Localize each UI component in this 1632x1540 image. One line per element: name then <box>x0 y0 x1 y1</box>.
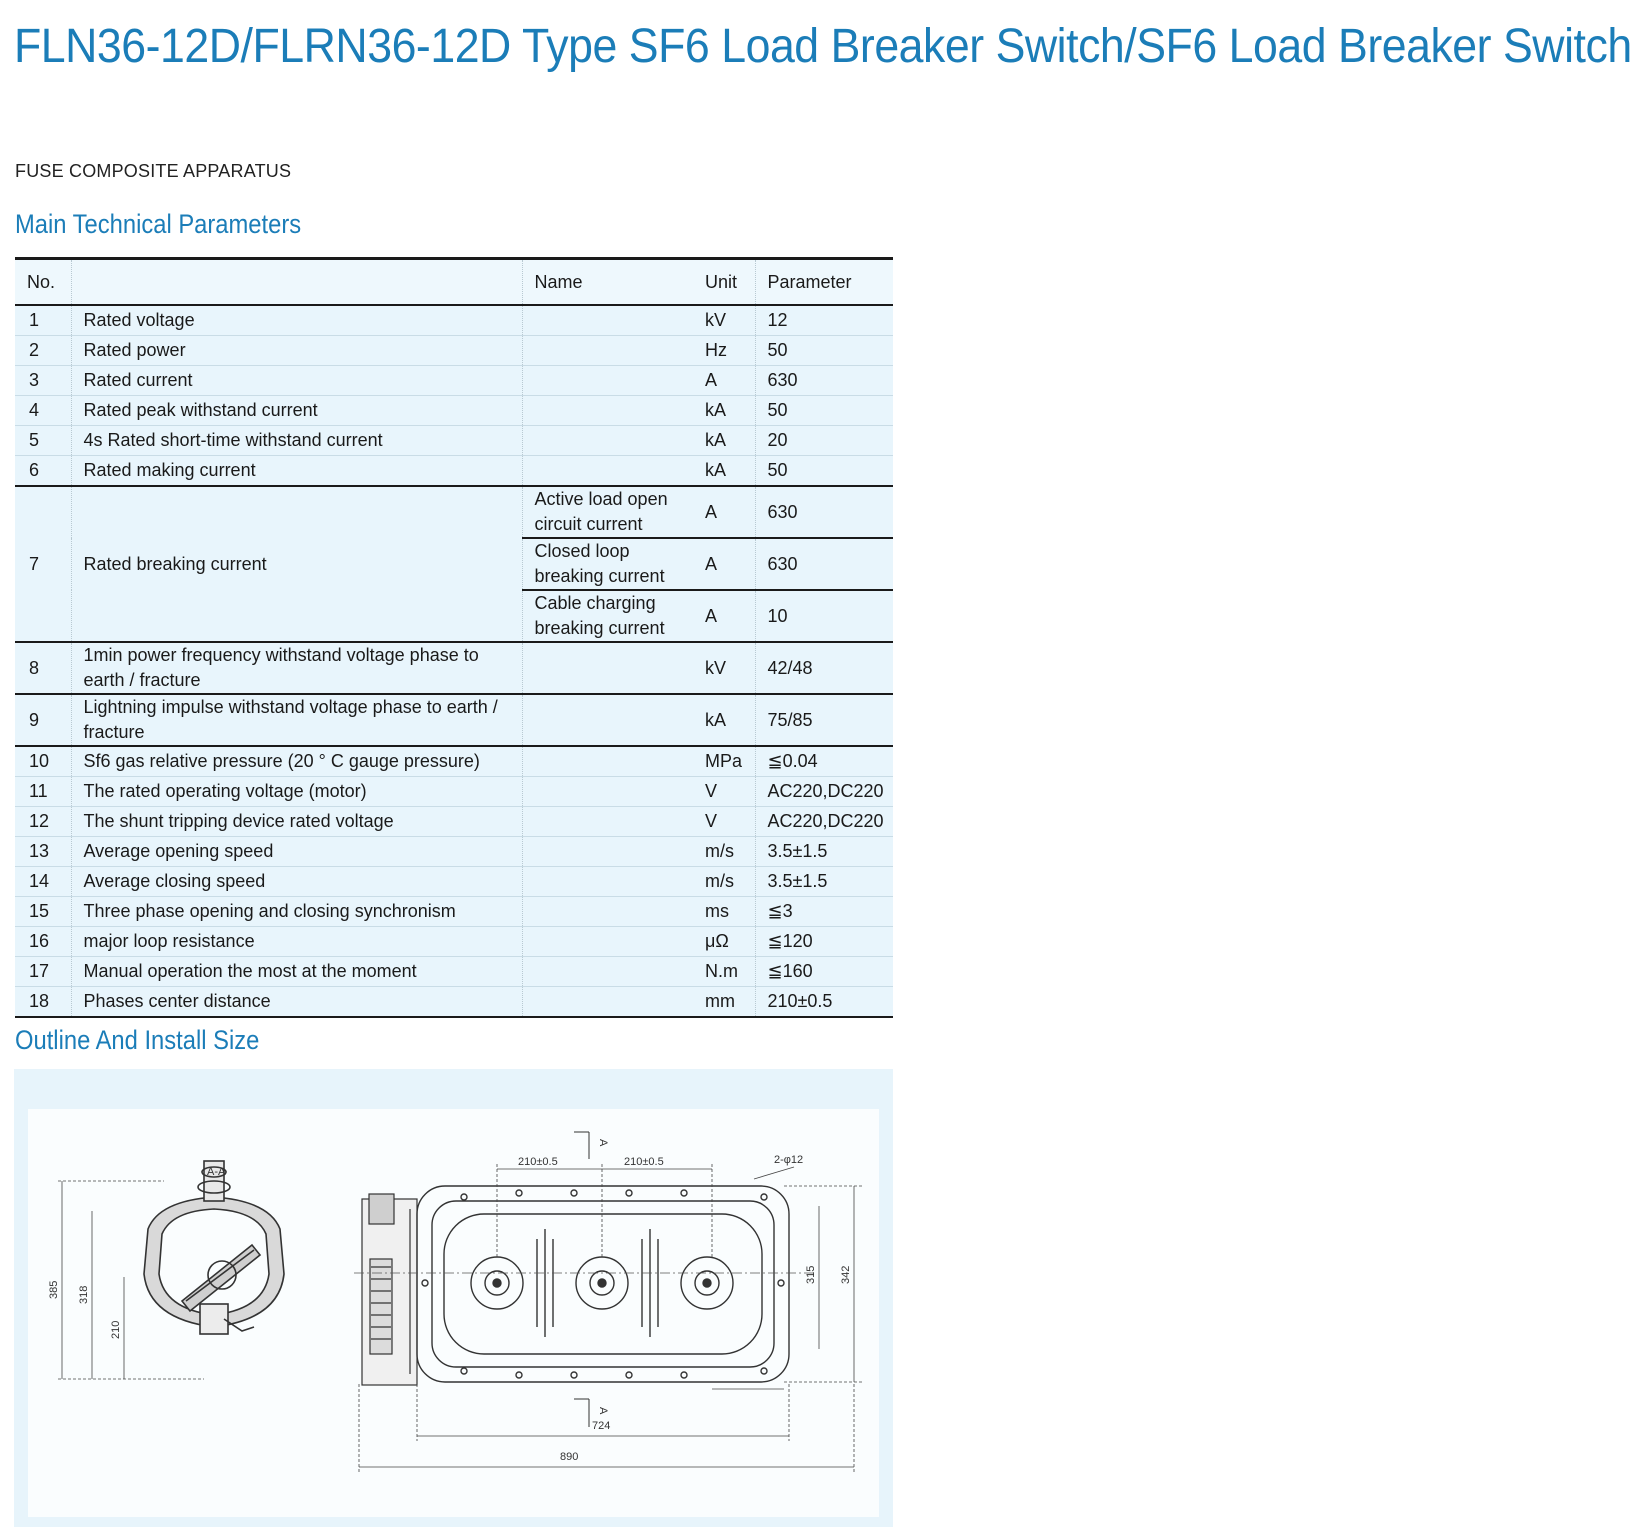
table-row <box>15 694 893 746</box>
cell-unit: μΩ <box>693 927 755 957</box>
cell-param: ≦0.04 <box>755 746 893 777</box>
header-no: No. <box>15 259 71 306</box>
header-unit: Unit <box>693 259 755 306</box>
cell-no: 7 <box>15 486 71 642</box>
drawing-sheet <box>28 1109 879 1517</box>
cell-no: 2 <box>15 336 71 366</box>
cell-no: 14 <box>15 867 71 897</box>
dim-pitch-2: 210±0.5 <box>624 1156 664 1168</box>
table-row <box>15 777 893 807</box>
section-label-aa: A-A <box>207 1166 226 1178</box>
cell-no: 11 <box>15 777 71 807</box>
cell-no: 8 <box>15 642 71 694</box>
cell-unit: ms <box>693 897 755 927</box>
table-row <box>15 426 893 456</box>
header-blank <box>71 259 522 306</box>
cell-sub <box>522 837 693 867</box>
cell-param: 50 <box>755 336 893 366</box>
cell-unit: kV <box>693 305 755 336</box>
cell-unit: N.m <box>693 957 755 987</box>
cell-param: 20 <box>755 426 893 456</box>
cell-sub <box>522 807 693 837</box>
table-row <box>15 456 893 487</box>
cell-no: 16 <box>15 927 71 957</box>
table-row <box>15 336 893 366</box>
table-row <box>15 957 893 987</box>
cell-name: major loop resistance <box>71 927 522 957</box>
cell-param: ≦160 <box>755 957 893 987</box>
cell-sub <box>522 456 693 487</box>
cell-sub: Cable charging breaking current <box>522 590 693 642</box>
cell-name: 1min power frequency withstand voltage phase to earth / fracture <box>71 642 522 694</box>
table-row <box>15 486 893 538</box>
cell-sub <box>522 867 693 897</box>
table-row <box>15 746 893 777</box>
cell-no: 9 <box>15 694 71 746</box>
parameters-table <box>15 257 893 1018</box>
cell-unit: MPa <box>693 746 755 777</box>
dim-holes: 2-φ12 <box>774 1154 804 1166</box>
cell-unit: V <box>693 807 755 837</box>
cell-unit: V <box>693 777 755 807</box>
cell-no: 6 <box>15 456 71 487</box>
technical-drawing <box>14 1069 893 1527</box>
cell-sub <box>522 957 693 987</box>
cell-unit: kA <box>693 396 755 426</box>
cell-sub <box>522 897 693 927</box>
cell-unit: A <box>693 590 755 642</box>
section-mark-top: A <box>597 1139 609 1147</box>
cell-sub <box>522 336 693 366</box>
dim-724: 724 <box>592 1420 611 1432</box>
cell-no: 5 <box>15 426 71 456</box>
cell-unit: kA <box>693 694 755 746</box>
cell-param: 3.5±1.5 <box>755 867 893 897</box>
cell-param: 630 <box>755 538 893 590</box>
cell-name: Sf6 gas relative pressure (20 ° C gauge pressure) <box>71 746 522 777</box>
table-row <box>15 396 893 426</box>
table-row <box>15 897 893 927</box>
cell-no: 15 <box>15 897 71 927</box>
page-title: FLN36-12D/FLRN36-12D Type SF6 Load Breaker Switch/SF6 Load Breaker Switch <box>14 20 1632 73</box>
cell-name: Average opening speed <box>71 837 522 867</box>
cell-unit: A <box>693 366 755 396</box>
cell-name: The shunt tripping device rated voltage <box>71 807 522 837</box>
cell-name: Rated peak withstand current <box>71 396 522 426</box>
cell-sub <box>522 642 693 694</box>
cell-unit: mm <box>693 987 755 1018</box>
cell-name: 4s Rated short-time withstand current <box>71 426 522 456</box>
header-parameter: Parameter <box>755 259 893 306</box>
cell-name: Phases center distance <box>71 987 522 1018</box>
cell-sub <box>522 927 693 957</box>
cell-unit: Hz <box>693 336 755 366</box>
cell-param: AC220,DC220 <box>755 807 893 837</box>
cell-no: 18 <box>15 987 71 1018</box>
table-row <box>15 837 893 867</box>
cell-sub <box>522 305 693 336</box>
cell-name: Manual operation the most at the moment <box>71 957 522 987</box>
table-row <box>15 927 893 957</box>
cell-unit: m/s <box>693 837 755 867</box>
cell-param: ≦120 <box>755 927 893 957</box>
cell-sub <box>522 396 693 426</box>
cell-unit: A <box>693 538 755 590</box>
cell-name: Rated making current <box>71 456 522 487</box>
cell-param: 3.5±1.5 <box>755 837 893 867</box>
cell-sub <box>522 366 693 396</box>
cell-name: Rated current <box>71 366 522 396</box>
cell-name: Lightning impulse withstand voltage phase to earth / fracture <box>71 694 522 746</box>
cell-no: 13 <box>15 837 71 867</box>
cell-name: Three phase opening and closing synchronism <box>71 897 522 927</box>
cell-param: 75/85 <box>755 694 893 746</box>
cell-name: Rated voltage <box>71 305 522 336</box>
cell-param: 42/48 <box>755 642 893 694</box>
table-header-row <box>15 259 893 306</box>
cell-param: 630 <box>755 366 893 396</box>
dim-385: 385 <box>48 1280 60 1299</box>
dim-890: 890 <box>560 1451 579 1463</box>
cell-no: 17 <box>15 957 71 987</box>
operating-mechanism <box>362 1194 417 1385</box>
table-row <box>15 366 893 396</box>
cell-no: 1 <box>15 305 71 336</box>
cell-sub: Active load open circuit current <box>522 486 693 538</box>
cell-unit: A <box>693 486 755 538</box>
section-heading-parameters: Main Technical Parameters <box>15 209 302 239</box>
cell-sub <box>522 694 693 746</box>
cell-unit: kV <box>693 642 755 694</box>
table-row <box>15 642 893 694</box>
section-mark-bottom: A <box>597 1407 609 1415</box>
cell-no: 12 <box>15 807 71 837</box>
cell-param: ≦3 <box>755 897 893 927</box>
cell-param: 10 <box>755 590 893 642</box>
cell-unit: kA <box>693 456 755 487</box>
cell-param: 50 <box>755 396 893 426</box>
cell-param: 210±0.5 <box>755 987 893 1018</box>
table-row <box>15 867 893 897</box>
cell-param: 12 <box>755 305 893 336</box>
cell-no: 10 <box>15 746 71 777</box>
cell-param: AC220,DC220 <box>755 777 893 807</box>
section-heading-outline: Outline And Install Size <box>15 1025 260 1055</box>
table-row <box>15 807 893 837</box>
cell-name: Average closing speed <box>71 867 522 897</box>
cell-sub <box>522 987 693 1018</box>
outline-drawing <box>14 1069 893 1527</box>
page-subtitle: FUSE COMPOSITE APPARATUS <box>15 161 292 181</box>
dim-318: 318 <box>78 1285 90 1304</box>
header-name: Name <box>522 259 693 306</box>
dim-210: 210 <box>110 1320 122 1339</box>
dim-pitch-1: 210±0.5 <box>518 1156 558 1168</box>
cell-sub <box>522 746 693 777</box>
dim-315: 315 <box>805 1265 817 1284</box>
table-row <box>15 305 893 336</box>
cell-sub <box>522 426 693 456</box>
cell-param: 50 <box>755 456 893 487</box>
cell-no: 3 <box>15 366 71 396</box>
table-row <box>15 987 893 1018</box>
cell-param: 630 <box>755 486 893 538</box>
cell-sub <box>522 777 693 807</box>
cell-name: The rated operating voltage (motor) <box>71 777 522 807</box>
cell-name: Rated breaking current <box>71 486 522 642</box>
cell-no: 4 <box>15 396 71 426</box>
cell-unit: m/s <box>693 867 755 897</box>
cell-sub: Closed loop breaking current <box>522 538 693 590</box>
cell-unit: kA <box>693 426 755 456</box>
dim-342: 342 <box>840 1265 852 1284</box>
cell-name: Rated power <box>71 336 522 366</box>
